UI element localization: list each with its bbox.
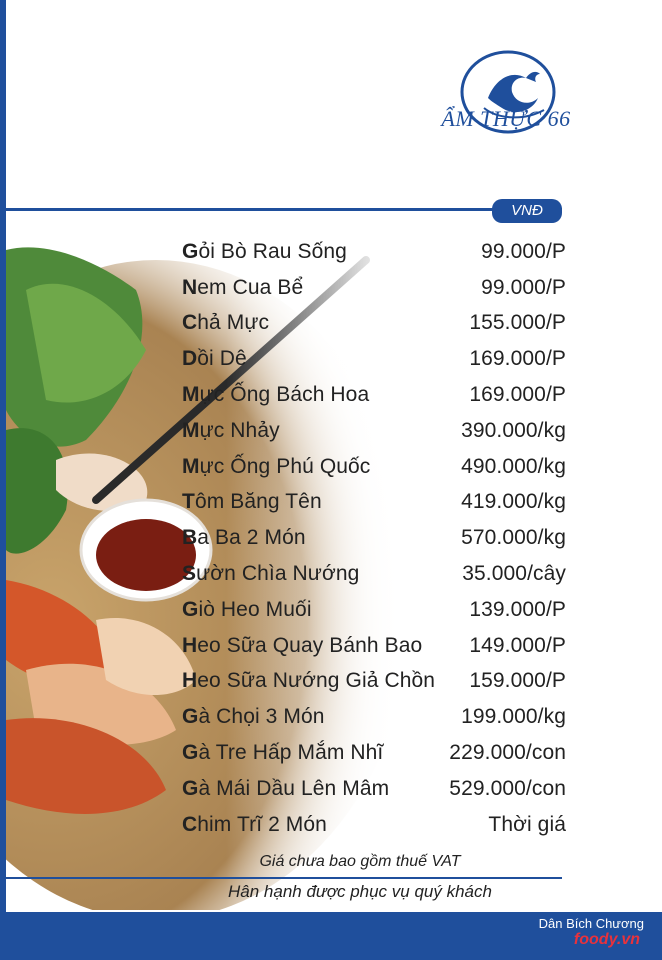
menu-item	[182, 270, 566, 306]
menu-item	[182, 735, 566, 771]
menu-item-price: 529.000/con	[449, 776, 566, 800]
menu-item-price: 99.000/P	[481, 275, 566, 299]
menu-item-price: 99.000/P	[481, 239, 566, 263]
menu-item-name: Chả Mực	[182, 311, 270, 335]
brand-logo	[426, 48, 586, 148]
menu-list	[182, 234, 566, 843]
menu-item-price: 149.000/P	[469, 633, 566, 657]
menu-item-price: 229.000/con	[449, 741, 566, 765]
menu-item-name: Heo Sữa Nướng Giả Chồn	[182, 669, 436, 693]
footer-rule	[6, 877, 562, 879]
menu-item	[182, 771, 566, 807]
menu-item	[182, 234, 566, 270]
menu-item-name: Gỏi Bò Rau Sống	[182, 239, 347, 263]
menu-item-name: Gà Chọi 3 Món	[182, 705, 325, 729]
menu-item-price: 490.000/kg	[461, 454, 566, 478]
menu-item	[182, 341, 566, 377]
menu-item	[182, 485, 566, 521]
header-rule	[6, 208, 562, 211]
menu-item	[182, 377, 566, 413]
menu-item-name: Sườn Chìa Nướng	[182, 562, 360, 586]
menu-item	[182, 449, 566, 485]
menu-item-name: Chim Trĩ 2 Món	[182, 812, 327, 836]
menu-item-price: 169.000/P	[469, 347, 566, 371]
menu-item	[182, 306, 566, 342]
menu-item-name: Mực Ống Phú Quốc	[182, 454, 371, 478]
menu-item	[182, 520, 566, 556]
menu-item-name: Nem Cua Bể	[182, 275, 304, 299]
menu-item	[182, 556, 566, 592]
menu-item-name: Tôm Băng Tên	[182, 490, 322, 514]
menu-item-name: Dồi Dê	[182, 347, 247, 371]
menu-item	[182, 807, 566, 843]
menu-item-name: Giò Heo Muối	[182, 597, 312, 621]
thanks-note: Hân hạnh được phục vụ quý khách	[228, 882, 492, 901]
menu-item-price: 570.000/kg	[461, 526, 566, 550]
menu-item-price: 35.000/cây	[462, 562, 566, 586]
menu-item-price: 139.000/P	[469, 597, 566, 621]
menu-item-price: 419.000/kg	[461, 490, 566, 514]
menu-item-name: Ba Ba 2 Món	[182, 526, 306, 550]
menu-item-name: Gà Mái Dầu Lên Mâm	[182, 776, 390, 800]
vat-note: Giá chưa bao gồm thuế VAT	[259, 853, 461, 870]
menu-item-name: Heo Sữa Quay Bánh Bao	[182, 633, 423, 657]
brand-name: ẨM THỰC 66	[441, 106, 571, 131]
menu-item-price: 155.000/P	[469, 311, 566, 335]
currency-label: VNĐ	[492, 199, 562, 223]
menu-item-name: Mực Ống Bách Hoa	[182, 383, 370, 407]
dragon-logo-icon	[426, 48, 586, 148]
menu-item	[182, 699, 566, 735]
menu-item-name: Mực Nhảy	[182, 418, 280, 442]
menu-item-price: 390.000/kg	[461, 418, 566, 442]
menu-item-price: 159.000/P	[469, 669, 566, 693]
foody-watermark: foody.vn	[573, 931, 640, 948]
menu-item-price: Thời giá	[488, 812, 566, 836]
menu-item-price: 169.000/P	[469, 383, 566, 407]
menu-item-name: Gà Tre Hấp Mắm Nhĩ	[182, 741, 384, 765]
menu-item	[182, 664, 566, 700]
designer-credit: Dân Bích Chương	[538, 916, 644, 931]
menu-item	[182, 628, 566, 664]
menu-item	[182, 413, 566, 449]
menu-item-price: 199.000/kg	[461, 705, 566, 729]
menu-item	[182, 592, 566, 628]
